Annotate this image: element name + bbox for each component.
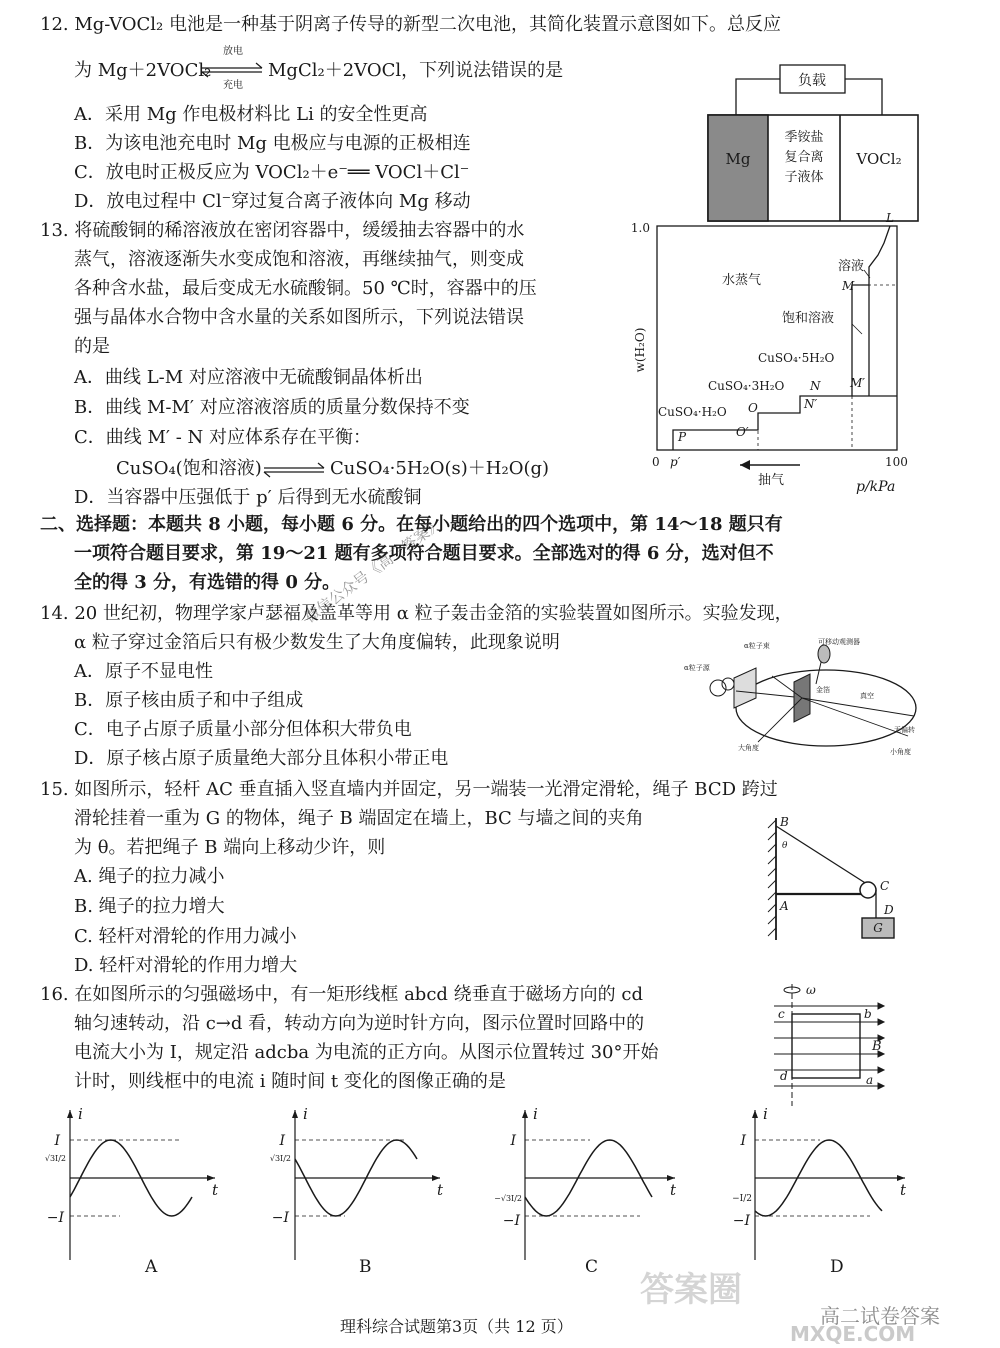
point-Nprime-label: N′ xyxy=(804,397,818,411)
graph-d-t-label: t xyxy=(900,1181,907,1199)
q14-option-c: C．电子占原子质量小部分但体积大带负电 xyxy=(74,719,412,740)
graph-b-negI-label: −I xyxy=(271,1210,289,1226)
q13-option-d: D．当容器中压强低于 p′ 后得到无水硫酸铜 xyxy=(74,487,422,508)
section2-instruction-line1: 二、选择题：本题共 8 小题，每小题 6 分。在每小题给出的四个选项中，第 14～18 题只有 xyxy=(40,514,783,535)
section2-instruction-line2: 一项符合题目要求，第 19～21 题有多项符合题目要求。全部选对的得 6 分，选对但不 xyxy=(74,543,774,564)
graph-a-letter: A xyxy=(145,1257,158,1277)
q16-graph-d xyxy=(710,1105,915,1280)
field-B-label: B xyxy=(872,1039,882,1054)
mg-electrode-label: Mg xyxy=(725,150,751,168)
graph-a-I-label: I xyxy=(54,1133,60,1149)
q13-stem-line2: 蒸气，溶液逐渐失水变成饱和溶液，再继续抽气，则变成 xyxy=(74,249,524,270)
corner-b-label: b xyxy=(864,1007,872,1021)
vapor-region-label: 水蒸气 xyxy=(722,273,762,288)
graph-x-max-label: 100 xyxy=(885,455,908,469)
graph-d-I-label: I xyxy=(740,1133,746,1149)
q13-option-b: B．曲线 M-M′ 对应溶液溶质的质量分数保持不变 xyxy=(74,397,470,418)
graph-b-t-label: t xyxy=(437,1181,444,1199)
theta-label: θ xyxy=(782,841,788,851)
graph-c-t-label: t xyxy=(670,1181,677,1199)
point-C-label: C xyxy=(880,879,890,893)
point-D-label: D xyxy=(884,903,894,917)
q16-graph-c xyxy=(480,1105,685,1280)
cuso4-3h2o-label: CuSO₄·3H₂O xyxy=(708,379,785,393)
q13-equation-left: CuSO₄(饱和溶液) xyxy=(116,458,262,479)
q13-stem-line3: 各种含水盐，最后变成无水硫酸铜。50 ℃时，容器中的压 xyxy=(74,278,537,299)
q12-stem-line2a: 为 Mg＋2VOCl₂ xyxy=(74,60,212,81)
q16-stem-line2: 轴匀速转动，沿 c→d 看，转动方向为逆时针方向，图示位置时回路中的 xyxy=(74,1013,645,1034)
q13-stem-line4: 强与晶体水合物中含水量的关系如图所示，下列说法错误 xyxy=(74,307,524,328)
large-angle-label: 大角度 xyxy=(738,744,759,752)
graph-c-letter: C xyxy=(585,1257,599,1277)
q12-stem-line1: 12. Mg-VOCl₂ 电池是一种基于阴离子传导的新型二次电池，其简化装置示意图如下。总反应 xyxy=(40,14,781,35)
weight-G-label: G xyxy=(873,921,883,935)
graph-y-axis-label: w(H₂O) xyxy=(633,327,647,373)
point-P-label: P xyxy=(678,430,687,444)
arrow-discharge-label: 放电 xyxy=(223,46,243,57)
cuso4-5h2o-label: CuSO₄·5H₂O xyxy=(758,351,835,365)
corner-a-label: a xyxy=(866,1073,874,1087)
load-label: 负载 xyxy=(798,73,826,89)
solution-region-label: 溶液 xyxy=(838,259,865,274)
q13-stem-line1: 13. 将硫酸铜的稀溶液放在密闭容器中，缓缓抽去容器中的水 xyxy=(40,220,525,241)
q12-option-a: A．采用 Mg 作电极材料比 Li 的安全性更高 xyxy=(74,104,428,125)
graph-d-negI-label: −I xyxy=(732,1213,750,1229)
q16-stem-line4: 计时，则线框中的电流 i 随时间 t 变化的图像正确的是 xyxy=(74,1071,506,1092)
watermark-site: MXQE.COM xyxy=(790,1322,916,1346)
equilibrium-arrow-icon xyxy=(262,460,328,480)
point-L-label: L xyxy=(886,211,894,225)
graph-c-mark-label: −√3I/2 xyxy=(494,1194,522,1203)
q15-option-c: C. 轻杆对滑轮的作用力减小 xyxy=(74,926,297,947)
q16-coil-figure xyxy=(760,980,900,1110)
microscope-label: 可移动观测器 xyxy=(818,638,860,646)
q15-stem-line1: 15. 如图所示，轻杆 AC 垂直插入竖直墙内并固定，另一端装一光滑定滑轮，绳子 BCD 跨过 xyxy=(40,779,778,800)
point-O-label: O xyxy=(748,401,758,415)
corner-d-label: d xyxy=(780,1069,788,1083)
q13-option-c: C．曲线 M′ - N 对应体系存在平衡： xyxy=(74,427,372,448)
graph-a-t-label: t xyxy=(212,1181,219,1199)
graph-d-i-label: i xyxy=(763,1105,768,1123)
watermark-brand: 答案圈 xyxy=(640,1270,742,1310)
q13-equation-right: CuSO₄·5H₂O(s)＋H₂O(g) xyxy=(330,458,550,479)
point-Mprime-label: M′ xyxy=(850,376,866,390)
q12-option-c: C．放电时正极反应为 VOCl₂＋e⁻══ VOCl＋Cl⁻ xyxy=(74,162,470,183)
graph-b-I-label: I xyxy=(279,1133,285,1149)
graph-b-i-label: i xyxy=(303,1105,308,1123)
electrolyte-label-1: 季铵盐 xyxy=(784,130,824,145)
section2-instruction-line3: 全的得 3 分，有选错的得 0 分。 xyxy=(74,572,341,593)
no-deflection-label: 无偏转 xyxy=(894,726,915,734)
graph-x-pprime-label: p′ xyxy=(670,455,681,469)
graph-x-axis-label: p/kPa xyxy=(856,479,896,495)
saturated-region-label: 饱和溶液 xyxy=(782,311,835,326)
graph-a-i-label: i xyxy=(78,1105,83,1123)
graph-x-origin-label: 0 xyxy=(652,455,660,469)
graph-c-negI-label: −I xyxy=(502,1213,520,1229)
q13-option-a: A．曲线 L-M 对应溶液中无硫酸铜晶体析出 xyxy=(74,367,423,388)
watermark-diagonal: 微信公众号《高三答案》 xyxy=(301,514,446,627)
corner-c-label: c xyxy=(778,1007,785,1021)
q15-stem-line3: 为 θ。若把绳子 B 端向上移动少许，则 xyxy=(74,837,386,858)
point-A-label: A xyxy=(780,899,789,913)
q16-graph-b xyxy=(255,1105,455,1280)
alpha-beam-label: α粒子束 xyxy=(744,642,770,650)
q12-option-d: D．放电过程中 Cl⁻穿过复合离子液体向 Mg 移动 xyxy=(74,191,471,212)
graph-c-I-label: I xyxy=(510,1133,516,1149)
graph-c-i-label: i xyxy=(533,1105,538,1123)
q15-pulley-figure xyxy=(760,814,910,944)
point-B-label: B xyxy=(780,815,789,829)
q14-stem-line1: 14. 20 世纪初，物理学家卢瑟福及盖革等用 α 粒子轰击金箔的实验装置如图所示。实验发现， xyxy=(40,603,793,624)
watermark-account: 高二试卷答案 xyxy=(820,1304,940,1328)
cuso4-h2o-label: CuSO₄·H₂O xyxy=(658,405,727,419)
q12-option-b: B．为该电池充电时 Mg 电极应与电源的正极相连 xyxy=(74,133,471,154)
electrolyte-label-2: 复合离 xyxy=(784,150,824,165)
graph-y-top-label: 1.0 xyxy=(630,221,650,235)
q13-pressure-graph xyxy=(620,210,920,500)
q14-option-b: B．原子核由质子和中子组成 xyxy=(74,690,304,711)
q15-option-b: B. 绳子的拉力增大 xyxy=(74,896,225,917)
page-footer: 理科综合试题第3页（共 12 页） xyxy=(340,1317,573,1336)
pump-label: 抽气 xyxy=(758,473,785,488)
q14-rutherford-apparatus xyxy=(676,636,926,766)
q14-stem-line2: α 粒子穿过金箔后只有极少数发生了大角度偏转，此现象说明 xyxy=(74,632,560,653)
q16-stem-line3: 电流大小为 I，规定沿 adcba 为电流的正方向。从图示位置转过 30°开始 xyxy=(74,1042,659,1063)
graph-d-letter: D xyxy=(830,1257,844,1277)
q15-stem-line2: 滑轮挂着一重为 G 的物体，绳子 B 端固定在墙上，BC 与墙之间的夹角 xyxy=(74,808,644,829)
q14-option-a: A．原子不显电性 xyxy=(74,661,213,682)
q16-graph-a xyxy=(30,1105,230,1280)
graph-b-letter: B xyxy=(359,1257,372,1277)
q12-battery-figure xyxy=(700,55,920,225)
q15-option-a: A. 绳子的拉力减小 xyxy=(74,866,225,887)
q15-option-d: D. 轻杆对滑轮的作用力增大 xyxy=(74,955,298,976)
graph-d-mark-label: −I/2 xyxy=(732,1194,752,1204)
alpha-source-label: α粒子源 xyxy=(684,664,710,672)
point-M-label: M xyxy=(842,279,855,293)
small-angle-label: 小角度 xyxy=(890,748,911,756)
q12-stem-line2b: MgCl₂＋2VOCl，下列说法错误的是 xyxy=(268,60,564,81)
graph-b-mark-label: √3I/2 xyxy=(269,1154,291,1163)
vacuum-label: 真空 xyxy=(860,692,874,700)
q16-stem-line1: 16. 在如图所示的匀强磁场中，有一矩形线框 abcd 绕垂直于磁场方向的 cd xyxy=(40,984,643,1005)
q14-option-d: D．原子核占原子质量绝大部分且体积小带正电 xyxy=(74,748,449,769)
gold-foil-label: 金箔 xyxy=(816,686,830,694)
arrow-charge-label: 充电 xyxy=(223,80,243,91)
electrolyte-label-3: 子液体 xyxy=(784,170,824,185)
q13-stem-line5: 的是 xyxy=(74,336,110,357)
vocl2-electrode-label: VOCl₂ xyxy=(856,150,902,168)
point-N-label: N xyxy=(810,379,821,393)
graph-a-mark-label: √3I/2 xyxy=(44,1154,66,1163)
point-Oprime-label: O′ xyxy=(736,425,749,439)
omega-label: ω xyxy=(806,983,816,997)
graph-a-negI-label: −I xyxy=(46,1210,64,1226)
reversible-arrow-icon xyxy=(198,46,268,96)
